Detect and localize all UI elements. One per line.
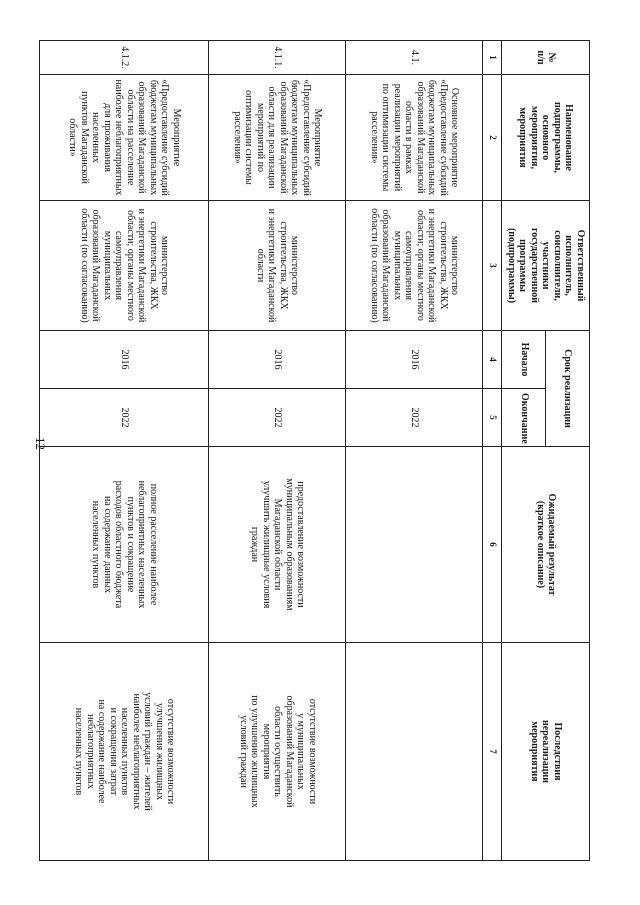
- column-number: 1: [483, 41, 502, 75]
- row-start: 2016: [346, 331, 483, 389]
- row-end: 2022: [346, 389, 483, 447]
- table-row: [40, 41, 209, 861]
- header-result: Ожидаемый результат (краткое описание): [502, 447, 590, 643]
- row-responsible: министерство строительства, ЖКХ и энергетики Магаданской области; органы местного самоуправления муниципальных образований Магаданской области (по согласованию): [40, 201, 209, 331]
- column-number-row: [483, 41, 502, 861]
- row-result: предоставление возможности муниципальным образованиям Магаданской области улучшить жилищные условия граждан: [209, 447, 346, 643]
- row-responsible: министерство строительства, ЖКХ и энергетики Магаданской области: [209, 201, 346, 331]
- header-consequences: Последствия нереализации мероприятия: [502, 643, 590, 861]
- header-responsible: Ответственный исполнитель, соисполнители, участники государственной программы (подпрограммы): [502, 201, 590, 331]
- row-responsible: министерство строительства, ЖКХ и энергетики Магаданской области; органы местного самоуправления муниципальных образований Магаданской области (по согласованию): [346, 201, 483, 331]
- row-consequences: [346, 643, 483, 861]
- row-name: Основное мероприятие «Предоставление субсидий бюджетам муниципальных образований Магаданской области в рамках реализации мероприятий по оптимизации системы расселения»: [346, 75, 483, 201]
- row-start: 2016: [40, 331, 209, 389]
- row-consequences: отсутствие возможности у муниципальных образований Магаданской области осуществить мероприятия по улучшению жилищных условий граждан: [209, 643, 346, 861]
- row-name: Мероприятие «Предоставление субсидий бюджетам муниципальных образований Магаданской области для реализации мероприятий по оптимизации системы расселения»: [209, 75, 346, 201]
- row-number: 4.1.2.: [40, 41, 209, 75]
- column-number: 3: [483, 201, 502, 331]
- row-start: 2016: [209, 331, 346, 389]
- table-row: [346, 41, 483, 861]
- column-number: 5: [483, 389, 502, 447]
- row-number: 4.1.1.: [209, 41, 346, 75]
- rotated-table-container: [67, 40, 590, 860]
- header-row-1: [546, 41, 590, 861]
- row-end: 2022: [40, 389, 209, 447]
- column-number: 6: [483, 447, 502, 643]
- row-name: Мероприятие «Предоставление субсидий бюджетам муниципальных образований Магаданской области на расселение наиболее неблагоприятных для проживания населенных пунктов Магаданской области»: [40, 75, 209, 201]
- column-number: 2: [483, 75, 502, 201]
- header-no: № п/п: [502, 41, 590, 75]
- row-result: полное расселение наиболее неблагоприятных населенных пунктов и сокращение расходов областного бюджета на содержание данных населенных пунктов: [40, 447, 209, 643]
- page-number: 12: [33, 437, 48, 450]
- row-result: [346, 447, 483, 643]
- row-end: 2022: [209, 389, 346, 447]
- column-number: 4: [483, 331, 502, 389]
- activities-table: [40, 40, 591, 861]
- header-name: Наименование подпрограммы, основного мероприятия, мероприятия: [502, 75, 590, 201]
- header-start: Начало: [502, 331, 546, 389]
- header-term: Срок реализации: [546, 331, 590, 447]
- row-number: 4.1.: [346, 41, 483, 75]
- row-consequences: отсутствие возможности улучшения жилищных условий граждан – жителей наиболее неблагоприятных населенных пунктов и сокращения затрат на содержание наиболее неблагоприятных населенных пунктов: [40, 643, 209, 861]
- table-row: [209, 41, 346, 861]
- header-end: Окончание: [502, 389, 546, 447]
- column-number: 7: [483, 643, 502, 861]
